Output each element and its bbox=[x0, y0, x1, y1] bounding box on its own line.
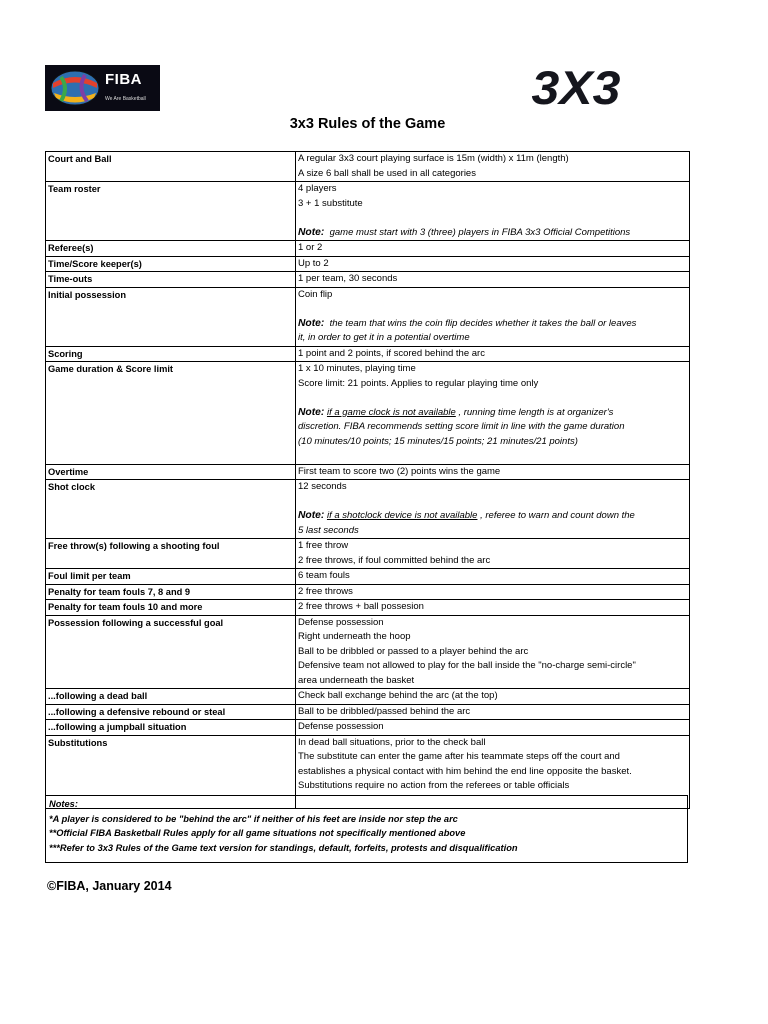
rule-value-line bbox=[298, 391, 687, 406]
rule-value bbox=[296, 464, 690, 480]
threexthree-logo bbox=[512, 65, 640, 111]
rule-value-line bbox=[298, 406, 687, 421]
rule-label: Shot clock bbox=[46, 480, 296, 539]
rule-value-line bbox=[298, 302, 687, 317]
page-title: 3x3 Rules of the Game bbox=[289, 116, 446, 132]
table-row bbox=[46, 346, 690, 362]
rule-value bbox=[296, 152, 690, 182]
rule-value bbox=[296, 615, 690, 689]
table-row bbox=[46, 272, 690, 288]
rule-value-line: Defense possession bbox=[298, 616, 384, 628]
rule-label: Time/Score keeper(s) bbox=[46, 256, 296, 272]
table-row bbox=[46, 539, 690, 569]
rule-value bbox=[296, 272, 690, 288]
rule-label: Possession following a successful goal bbox=[46, 615, 296, 689]
rules-table bbox=[45, 151, 690, 809]
underlined-text: if a game clock is not available bbox=[326, 406, 456, 418]
rule-value-line: 1 per team, 30 seconds bbox=[298, 273, 398, 284]
threexthree-wordmark: 3X3 bbox=[531, 65, 621, 111]
rule-value-line: 2 free throws + ball possesion bbox=[298, 601, 424, 612]
rule-value-line: Up to 2 bbox=[298, 257, 329, 269]
rule-value bbox=[296, 346, 690, 362]
rule-value-line bbox=[298, 495, 687, 510]
basketball-globe-icon bbox=[49, 69, 101, 107]
table-row bbox=[46, 241, 690, 257]
rule-value bbox=[296, 362, 690, 465]
copyright: ©FIBA, January 2014 bbox=[47, 879, 172, 893]
rule-label: Initial possession bbox=[46, 287, 296, 346]
note-label: Note: bbox=[298, 317, 325, 329]
table-row bbox=[46, 704, 690, 720]
rule-value-line: 4 players bbox=[298, 183, 337, 194]
table-row bbox=[46, 464, 690, 480]
rule-value-line bbox=[298, 449, 687, 464]
rule-value-line: 1 x 10 minutes, playing time bbox=[298, 363, 416, 374]
note-text: , running time length is at organizer's bbox=[455, 406, 614, 418]
note-text: , referee to warn and count down the bbox=[477, 510, 635, 521]
rule-value bbox=[296, 584, 690, 600]
rule-value bbox=[296, 600, 690, 616]
table-row bbox=[46, 480, 690, 539]
rule-label: Overtime bbox=[46, 464, 296, 480]
rule-value bbox=[296, 241, 690, 257]
rule-label: Substitutions bbox=[46, 735, 296, 809]
rule-label: Scoring bbox=[46, 346, 296, 362]
table-row bbox=[46, 600, 690, 616]
note-label: Note: bbox=[298, 406, 325, 418]
rule-value-line: Ball to be dribbled or passed to a player behind the arc bbox=[298, 645, 529, 657]
rule-value bbox=[296, 480, 690, 539]
rule-value-line bbox=[298, 226, 687, 241]
rule-value-line: Substitutions require no action from the referees or table officials bbox=[298, 780, 570, 791]
rule-value-line: 5 last seconds bbox=[298, 524, 359, 536]
table-row bbox=[46, 362, 690, 465]
rule-value-line bbox=[298, 211, 687, 226]
rule-value-line: 1 point and 2 points, if scored behind the arc bbox=[298, 347, 485, 359]
rule-value-line: 12 seconds bbox=[298, 481, 347, 492]
rule-label: Foul limit per team bbox=[46, 569, 296, 585]
fiba-logo bbox=[45, 65, 160, 111]
rule-value-line bbox=[298, 317, 687, 332]
rule-value-line: A regular 3x3 court playing surface is 15m (width) x 11m (length) bbox=[298, 153, 569, 164]
rule-value bbox=[296, 539, 690, 569]
note-label: Note: bbox=[298, 510, 325, 521]
rule-value bbox=[296, 182, 690, 241]
rule-value-line: Check ball exchange behind the arc (at the top) bbox=[298, 690, 498, 701]
note-line: *A player is considered to be "behind the arc" if neither of his feet are inside nor step the arc bbox=[49, 813, 458, 824]
note-label: Note: bbox=[298, 226, 325, 238]
rule-label: Free throw(s) following a shooting foul bbox=[46, 539, 296, 569]
rule-value bbox=[296, 720, 690, 736]
rule-value-line: it, in order to get it in a potential overtime bbox=[298, 332, 470, 343]
table-row bbox=[46, 615, 690, 689]
rule-value-line: Score limit: 21 points. Applies to regular playing time only bbox=[298, 377, 539, 389]
rule-value-line: 2 free throws bbox=[298, 585, 353, 597]
rule-value-line: Coin flip bbox=[298, 288, 333, 300]
rule-value-line: The substitute can enter the game after his teammate steps off the court and bbox=[298, 751, 620, 762]
note-text: game must start with 3 (three) players in FIBA 3x3 Official Competitions bbox=[324, 226, 631, 238]
rule-label: Game duration & Score limit bbox=[46, 362, 296, 465]
rule-value bbox=[296, 704, 690, 720]
rule-value-line: area underneath the basket bbox=[298, 674, 415, 686]
note-text: the team that wins the coin flip decides whether it takes the ball or leaves bbox=[324, 317, 637, 329]
fiba-tagline: We Are Basketball bbox=[105, 96, 146, 102]
rule-label: Referee(s) bbox=[46, 241, 296, 257]
rule-value-line: 2 free throws, if foul committed behind the arc bbox=[298, 554, 491, 566]
notes-box bbox=[45, 795, 688, 863]
rule-value-line: Defense possession bbox=[298, 721, 384, 732]
rule-label: Penalty for team fouls 7, 8 and 9 bbox=[46, 584, 296, 600]
table-row bbox=[46, 689, 690, 705]
underlined-text: if a shotclock device is not available bbox=[326, 510, 478, 521]
rule-value-line: Ball to be dribbled/passed behind the arc bbox=[298, 705, 471, 717]
note-line: ***Refer to 3x3 Rules of the Game text version for standings, default, forfeits, protests and disqualification bbox=[49, 842, 518, 853]
table-row bbox=[46, 182, 690, 241]
rule-label: ...following a dead ball bbox=[46, 689, 296, 705]
rule-value-line: 1 free throw bbox=[298, 540, 349, 551]
rule-value bbox=[296, 287, 690, 346]
rule-value-line: Defensive team not allowed to play for the ball inside the "no-charge semi-circle" bbox=[298, 660, 636, 671]
rule-value-line: In dead ball situations, prior to the check ball bbox=[298, 736, 486, 748]
rule-label: ...following a defensive rebound or steal bbox=[46, 704, 296, 720]
table-row bbox=[46, 720, 690, 736]
table-row bbox=[46, 569, 690, 585]
rule-label: Team roster bbox=[46, 182, 296, 241]
note-line: **Official FIBA Basketball Rules apply for all game situations not specifically mentioned above bbox=[49, 828, 466, 838]
rule-value-line: (10 minutes/10 points; 15 minutes/15 points; 21 minutes/21 points) bbox=[298, 435, 578, 447]
rule-value bbox=[296, 689, 690, 705]
rule-label: Penalty for team fouls 10 and more bbox=[46, 600, 296, 616]
rule-value-line bbox=[298, 509, 687, 524]
rule-label: ...following a jumpball situation bbox=[46, 720, 296, 736]
rule-label: Court and Ball bbox=[46, 152, 296, 182]
rule-value-line: establishes a physical contact with him behind the end line opposite the basket. bbox=[298, 765, 632, 777]
table-row bbox=[46, 287, 690, 346]
table-row bbox=[46, 584, 690, 600]
rule-label: Time-outs bbox=[46, 272, 296, 288]
rule-value-line: First team to score two (2) points wins the game bbox=[298, 465, 501, 477]
notes-heading: Notes: bbox=[49, 799, 78, 809]
rule-value bbox=[296, 256, 690, 272]
rule-value-line: Right underneath the hoop bbox=[298, 631, 411, 642]
rule-value-line: 6 team fouls bbox=[298, 570, 350, 581]
fiba-wordmark: FIBA bbox=[105, 71, 142, 88]
table-row bbox=[46, 256, 690, 272]
rule-value bbox=[296, 569, 690, 585]
rule-value-line: A size 6 ball shall be used in all categories bbox=[298, 167, 476, 179]
table-row bbox=[46, 152, 690, 182]
rule-value-line: 1 or 2 bbox=[298, 242, 323, 253]
rule-value-line: 3 + 1 substitute bbox=[298, 197, 363, 209]
rule-value-line: discretion. FIBA recommends setting score limit in line with the game duration bbox=[298, 421, 625, 432]
